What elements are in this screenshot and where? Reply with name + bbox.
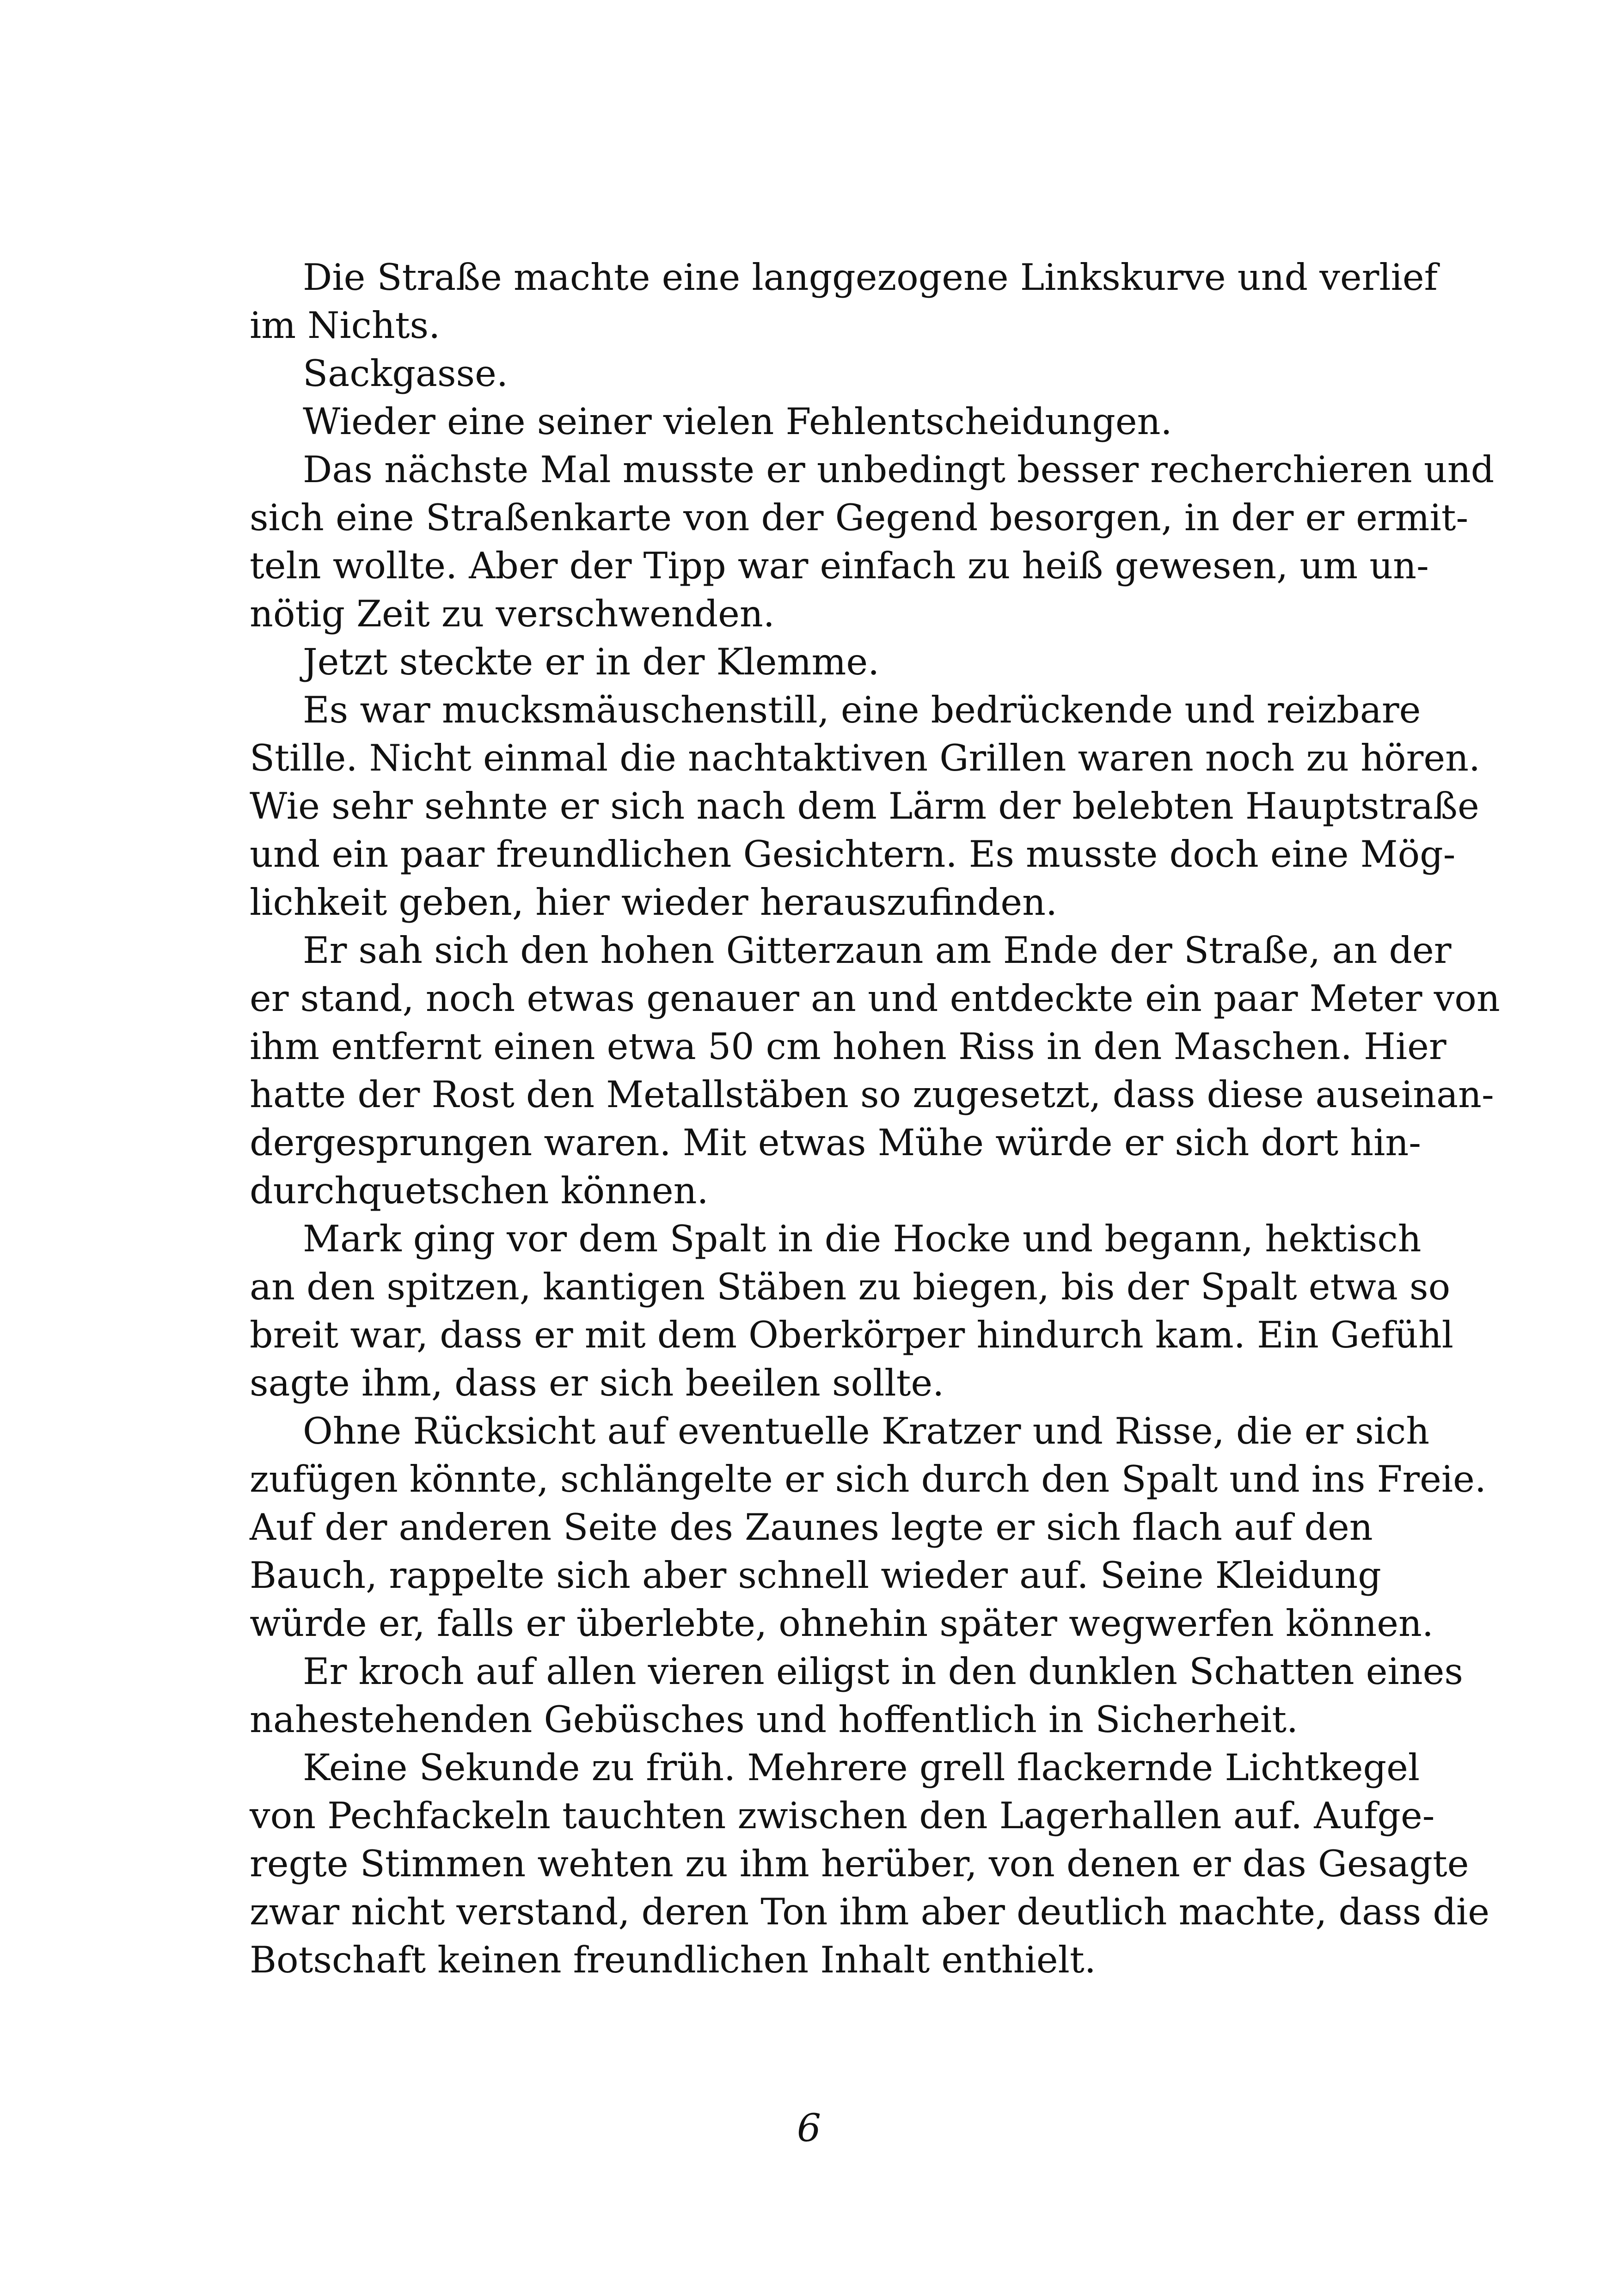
paragraph	[250, 253, 1438, 349]
text-line: Das nächste Mal musste er unbedingt besser recherchieren und	[303, 448, 1495, 491]
text-line: sich eine Straßenkarte von der Gegend besorgen, in der er ermit-	[250, 496, 1469, 539]
text-line: Es war mucksmäuschenstill, eine bedrückende und reizbare	[303, 689, 1421, 731]
text-line: Botschaft keinen freundlichen Inhalt enthielt.	[250, 1939, 1096, 1981]
text-line: an den spitzen, kantigen Stäben zu biegen, bis der Spalt etwa so	[250, 1266, 1451, 1308]
text-line: Sackgasse.	[303, 352, 508, 395]
text-line: zufügen könnte, schlängelte er sich durch den Spalt und ins Freie.	[250, 1458, 1487, 1500]
text-line: Wieder eine seiner vielen Fehlentscheidungen.	[303, 400, 1172, 443]
page-number: 6	[797, 2106, 821, 2150]
text-line: Bauch, rappelte sich aber schnell wieder auf. Seine Kleidung	[250, 1554, 1381, 1597]
paragraph	[250, 398, 1368, 446]
paragraph	[250, 1407, 1487, 1647]
text-line: Keine Sekunde zu früh. Mehrere grell flackernde Lichtkegel	[303, 1746, 1420, 1789]
text-line: dergesprungen waren. Mit etwas Mühe würde er sich dort hin-	[250, 1121, 1421, 1164]
text-line: er stand, noch etwas genauer an und entdeckte ein paar Meter von	[250, 977, 1500, 1020]
body-text	[250, 253, 1500, 1984]
text-line: sagte ihm, dass er sich beeilen sollte.	[250, 1362, 944, 1404]
paragraph	[250, 638, 1368, 686]
text-line: regte Stimmen wehten zu ihm herüber, von denen er das Gesagte	[250, 1843, 1469, 1885]
text-line: Stille. Nicht einmal die nachtaktiven Grillen waren noch zu hören.	[250, 737, 1481, 779]
text-line: Ohne Rücksicht auf eventuelle Kratzer und Risse, die er sich	[303, 1410, 1430, 1452]
text-line: im Nichts.	[250, 304, 441, 347]
paragraph	[250, 446, 1495, 638]
text-line: und ein paar freundlichen Gesichtern. Es musste doch eine Mög-	[250, 833, 1456, 876]
text-line: hatte der Rost den Metallstäben so zugesetzt, dass diese auseinan-	[250, 1073, 1494, 1116]
text-line: von Pechfackeln tauchten zwischen den Lagerhallen auf. Aufge-	[250, 1794, 1435, 1837]
text-line: durchquetschen können.	[250, 1169, 709, 1212]
text-line: würde er, falls er überlebte, ohnehin später wegwerfen können.	[250, 1602, 1434, 1645]
text-line: breit war, dass er mit dem Oberkörper hindurch kam. Ein Gefühl	[250, 1314, 1453, 1356]
text-line: Mark ging vor dem Spalt in die Hocke und begann, hektisch	[303, 1218, 1422, 1260]
text-line: zwar nicht verstand, deren Ton ihm aber deutlich machte, dass die	[250, 1891, 1489, 1933]
text-line: Die Straße machte eine langgezogene Linkskurve und verlief	[303, 256, 1438, 299]
text-line: Er sah sich den hohen Gitterzaun am Ende der Straße, an der	[303, 929, 1452, 972]
paragraph	[250, 926, 1500, 1215]
text-line: nötig Zeit zu verschwenden.	[250, 593, 775, 635]
text-line: nahestehenden Gebüsches und hoffentlich in Sicherheit.	[250, 1698, 1299, 1741]
paragraph	[250, 349, 1368, 398]
paragraph	[250, 1215, 1453, 1407]
paragraph	[250, 1744, 1489, 1984]
text-line: Wie sehr sehnte er sich nach dem Lärm der belebten Hauptstraße	[250, 785, 1479, 827]
text-line: ihm entfernt einen etwa 50 cm hohen Riss in den Maschen. Hier	[250, 1025, 1446, 1068]
text-line: lichkeit geben, hier wieder herauszufinden.	[250, 881, 1058, 924]
text-line: teln wollte. Aber der Tipp war einfach zu heiß gewesen, um un-	[250, 545, 1429, 587]
paragraph	[250, 1647, 1463, 1744]
paragraph	[250, 686, 1481, 926]
text-line: Auf der anderen Seite des Zaunes legte er sich flach auf den	[250, 1506, 1373, 1549]
text-line: Er kroch auf allen vieren eiligst in den dunklen Schatten eines	[303, 1650, 1463, 1693]
text-line: Jetzt steckte er in der Klemme.	[303, 641, 880, 683]
